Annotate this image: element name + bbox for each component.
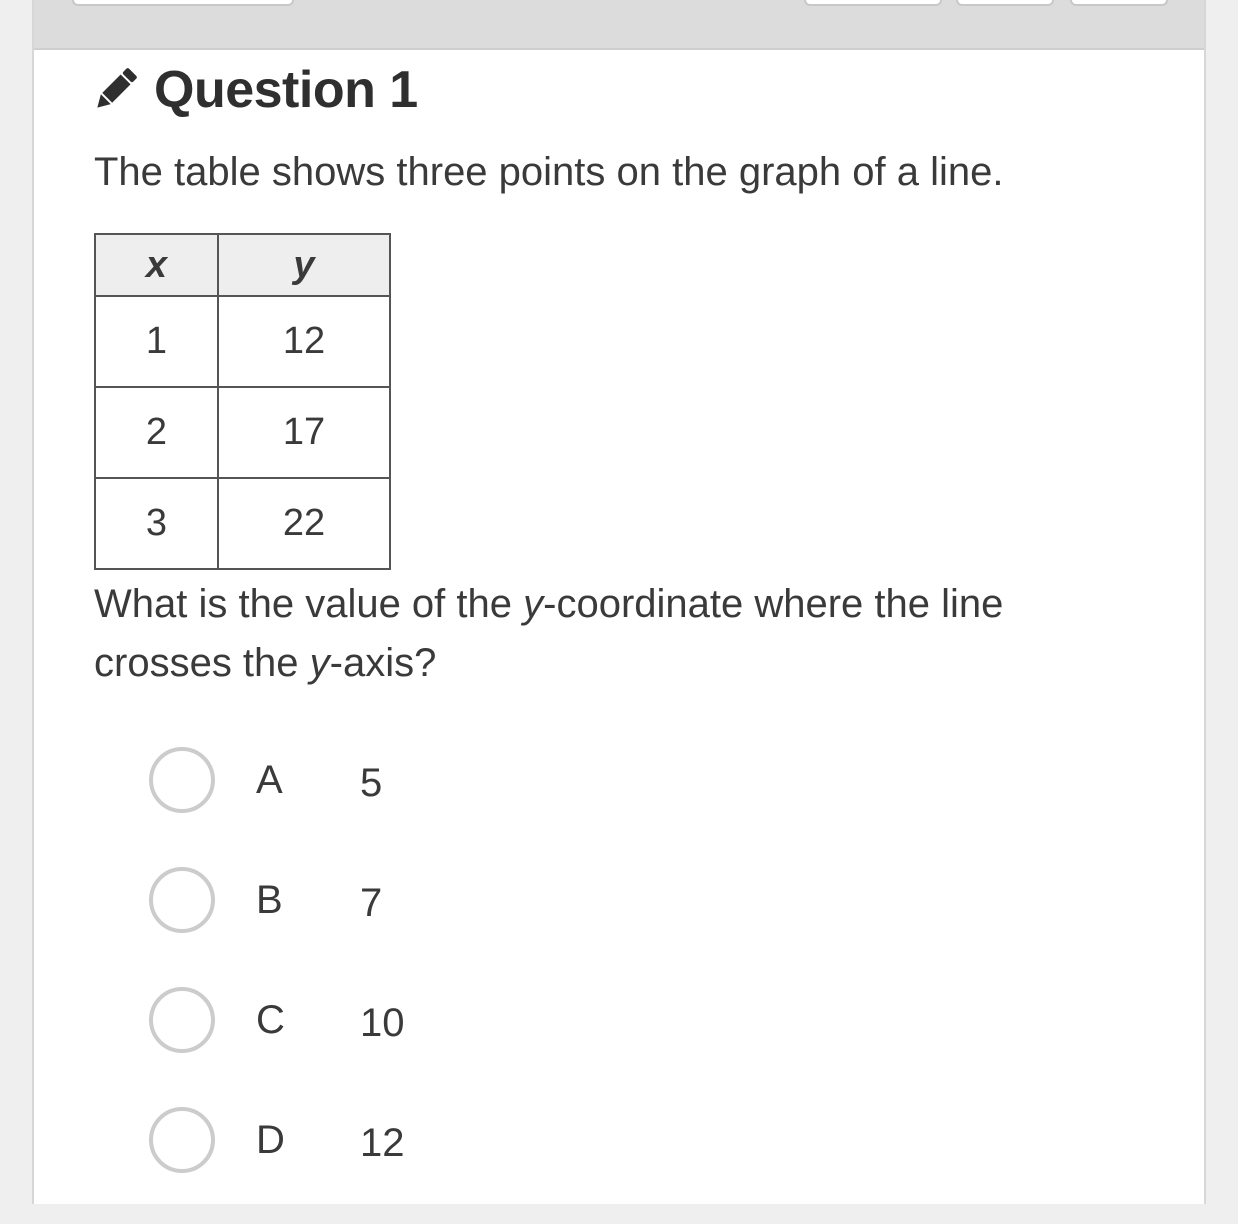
- table-cell-y: 22: [218, 478, 390, 569]
- question-text: [94, 575, 1134, 693]
- radio-button[interactable]: [149, 747, 215, 813]
- choice-value: 7: [360, 880, 383, 925]
- toolbar-button-right-1[interactable]: [804, 0, 942, 6]
- toolbar-button-left[interactable]: [72, 0, 294, 6]
- choice-value: 5: [360, 760, 383, 805]
- radio-button[interactable]: [149, 867, 215, 933]
- choice-b[interactable]: [149, 864, 405, 936]
- choice-d[interactable]: [149, 1104, 405, 1176]
- points-table: [94, 233, 391, 570]
- radio-button[interactable]: [149, 987, 215, 1053]
- choice-letter: A: [256, 757, 283, 802]
- radio-button[interactable]: [149, 1107, 215, 1173]
- table-row: [95, 387, 390, 478]
- table-cell-x: 3: [95, 478, 218, 569]
- pencil-icon: [92, 67, 138, 113]
- table-cell-x: 1: [95, 296, 218, 387]
- toolbar-button-right-2[interactable]: [956, 0, 1054, 6]
- table-cell-x: 2: [95, 387, 218, 478]
- table-header-x: x: [95, 234, 218, 296]
- toolbar-button-right-3[interactable]: [1070, 0, 1168, 6]
- question-card: [32, 0, 1206, 1204]
- table-row: [95, 478, 390, 569]
- choice-letter: D: [256, 1117, 285, 1162]
- choice-letter: B: [256, 877, 283, 922]
- top-toolbar: [34, 0, 1204, 50]
- choice-value: 10: [360, 1000, 405, 1045]
- table-cell-y: 12: [218, 296, 390, 387]
- choice-a[interactable]: [149, 744, 405, 816]
- question-text-part: What is the value of the: [94, 582, 524, 626]
- table-header-row: [95, 234, 390, 296]
- choice-letter: C: [256, 997, 285, 1042]
- choice-value: 12: [360, 1120, 405, 1165]
- question-prompt: The table shows three points on the graph of a line.: [94, 150, 1004, 194]
- table-cell-y: 17: [218, 387, 390, 478]
- question-text-part: -coordinate where the line crosses the: [94, 582, 1004, 685]
- answer-choices: [149, 744, 405, 1224]
- table-header-y: y: [218, 234, 390, 296]
- question-text-part: -axis?: [329, 641, 437, 685]
- question-variable: y: [309, 641, 330, 685]
- question-variable: y: [523, 582, 544, 626]
- question-title: Question 1: [154, 61, 418, 119]
- question-header: [92, 60, 418, 120]
- choice-c[interactable]: [149, 984, 405, 1056]
- table-row: [95, 296, 390, 387]
